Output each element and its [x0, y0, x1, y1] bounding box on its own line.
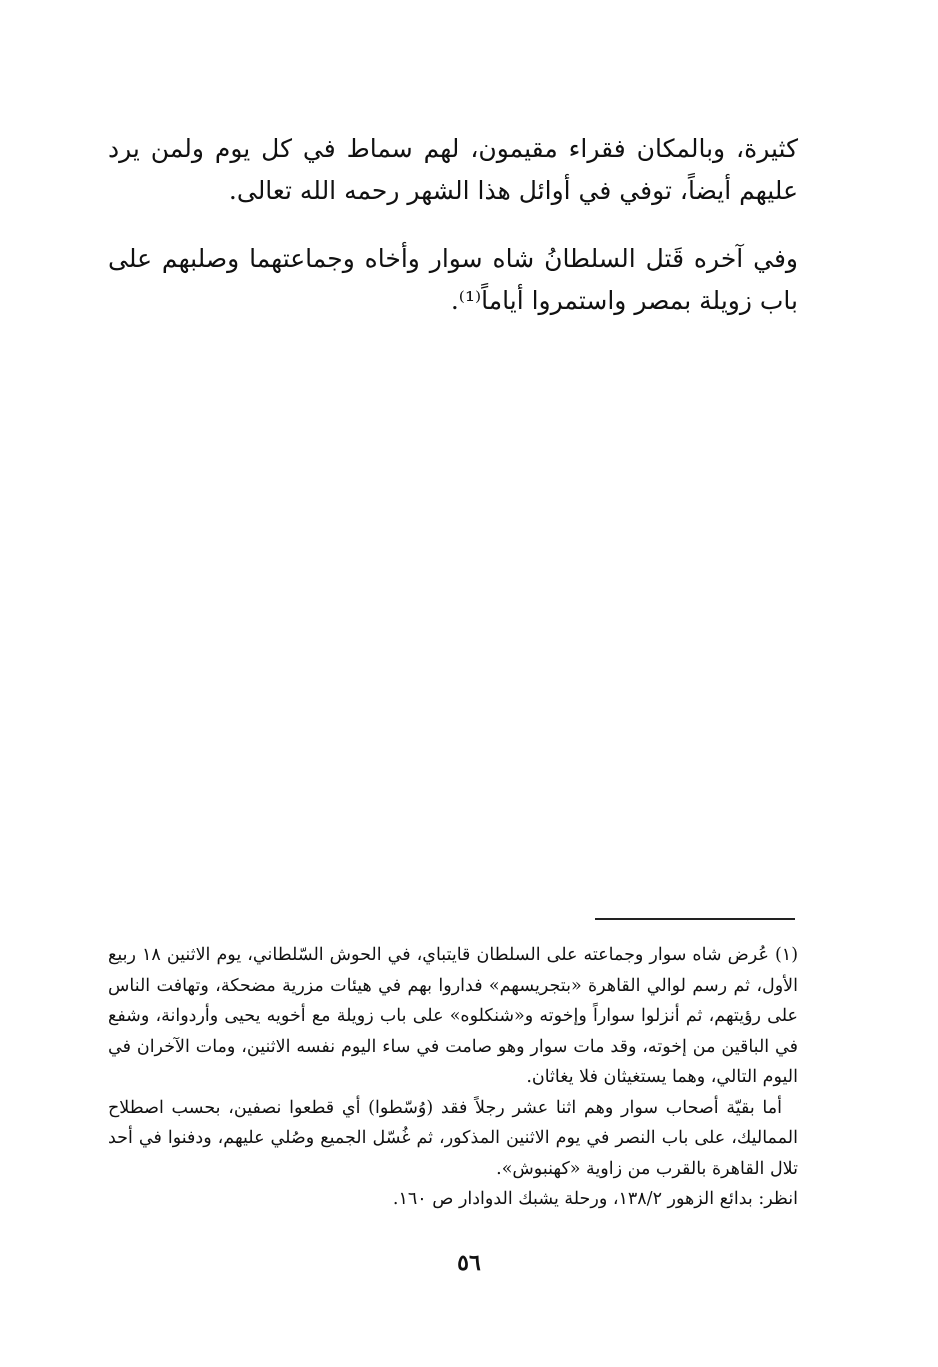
- footnote-paragraph: (١) عُرض شاه سوار وجماعته على السلطان قايتباي، في الحوش السّلطاني، يوم الاثنين ١٨ ربيع الأول، ثم رسم لوالي القاهرة «بتجريسهم» فداروا بهم في هيئات مزرية مضحكة، وتهافت الناس على رؤيتهم، ثم أنزلوا سواراً وإخوته و«شنكلوه» على باب زويلة مع أخويه يحيى وأردوانة، وشفع في الباقين من إخوته، وقد مات سوار وهو صامت في ساء اليوم نفسه الاثنين، ومات الآخران في اليوم التالي، وهما يستغيثان فلا يغاثان.: [108, 945, 799, 1087]
- main-text: [108, 128, 798, 322]
- page-number: ٥٦: [457, 1250, 481, 1276]
- footnote-paragraph: أما بقيّة أصحاب سوار وهم اثنا عشر رجلاً فقد (وُسّطوا) أي قطعوا نصفين، بحسب اصطلاح المماليك، على باب النصر في يوم الاثنين المذكور، ثم غُسّل الجميع وصُلي عليهم، ودفنوا في أحد تلال القاهرة بالقرب من زاوية «كهنبوش».: [108, 1097, 798, 1179]
- footnote-separator: [595, 918, 795, 920]
- footnote-reference: انظر: بدائع الزهور ١٣٨/٢، ورحلة يشبك الدوادار ص ١٦٠.: [392, 1189, 798, 1209]
- main-paragraph: كثيرة، وبالمكان فقراء مقيمون، لهم سماط في كل يوم ولمن يرد عليهم أيضاً، توفي في أوائل هذا الشهر رحمه الله تعالى.: [108, 134, 798, 205]
- footnotes: [108, 940, 798, 1215]
- main-paragraph: وفي آخره قَتل السلطانُ شاه سوار وأخاه وجماعتهما وصلبهم على باب زويلة بمصر واستمروا أياماً⁽¹⁾.: [108, 244, 798, 315]
